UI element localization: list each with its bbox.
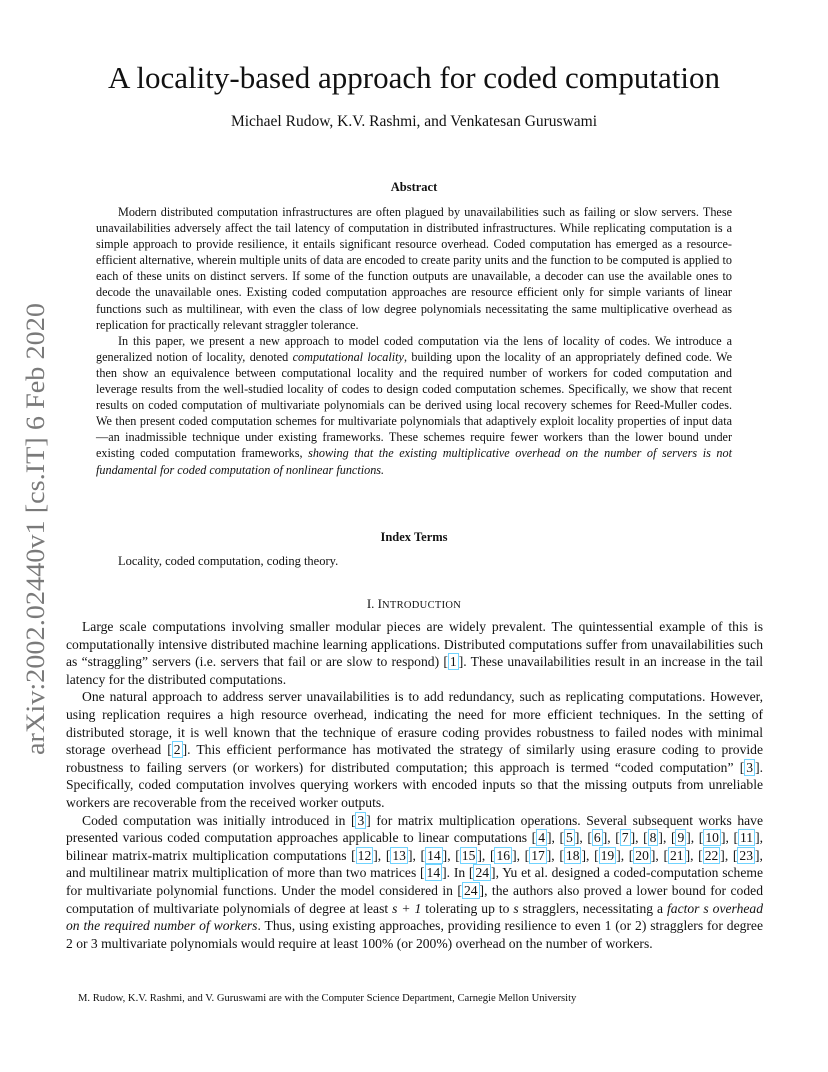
citation-link[interactable]: 3: [357, 812, 365, 828]
citation-link[interactable]: 6: [593, 830, 601, 846]
introduction-body: [66, 618, 763, 952]
math-degree: s + 1: [392, 900, 422, 916]
abstract-body: [96, 204, 732, 478]
math-stragglers: s: [513, 900, 519, 916]
citation-link[interactable]: 10: [705, 830, 719, 846]
abstract-paragraph-2: In this paper, we present a new approach to model coded computation via the lens of locality of codes. We introduce a generalized notion of locality, denoted computational locality, building upon the locality of an appropriately defined code. We then show an equivalence between computational locality and the required number of workers for coded computation and leverage results from the well-studied locality of codes to design coded computation schemes. Specifically, we show that recent results on coded computation of multivariate polynomials can be derived using local recovery schemes for Reed-Muller codes. We then present coded computation schemes for multivariate polynomials that adaptively exploit locality properties of input data—an inadmissible technique under existing frameworks. These schemes require fewer workers than the lower bound under existing coded computation frameworks, showing that the existing multiplicative overhead on the number of servers is not fundamental for coded computation of nonlinear functions.: [96, 333, 732, 477]
citation-link[interactable]: 3: [746, 759, 754, 775]
citation-link[interactable]: 9: [677, 830, 685, 846]
citation-link[interactable]: 4: [538, 830, 545, 846]
index-terms-heading: Index Terms: [380, 530, 448, 544]
citation-link[interactable]: 12: [357, 847, 372, 863]
citation-link[interactable]: 1: [449, 654, 457, 670]
citation-link[interactable]: 20: [635, 847, 649, 863]
computational-locality-term: computational locality: [292, 349, 404, 364]
abstract-paragraph-1: Modern distributed computation infrastructures are often plagued by unavailabilities such as failing or slow servers. These unavailabilities adversely affect the tail latency of computation in distributed infrastructures. While replicating computation is a simple approach to provide resilience, it entails significant resource overhead. Coded computation has emerged as a resource-efficient alternative, wherein multiple units of data are encoded to create parity units and the function to be computed is applied to each of these units on distinct servers. If some of the function outputs are unavailable, a decoder can use the available ones to decode the unavailable ones. Existing coded computation approaches are resource efficient only for simple variants of linear functions such as multilinear, with even the class of low degree polynomials necessitating the same multiplicative overhead as replication for practically relevant straggler tolerance.: [96, 205, 732, 332]
citation-link[interactable]: 2: [173, 742, 181, 758]
intro-paragraph-2: One natural approach to address server unavailabilities is to add redundancy, such as replicating computations. However, using replication requires a high resource overhead, indicating the need for more efficient techniques. In the setting of distributed storage, it is well known that the technique of erasure coding provides robustness to failed nodes with minimal storage overhead [ 2 ]. This efficient performance has motivated the strategy of similarly using erasure coding to provide robustness to failing servers (or workers) for distributed computation; this approach is termed “coded computation” [ 3 ]. Specifically, coded computation involves querying workers with encoded inputs so that the missing outputs from unreliable workers are recoverable from the received worker outputs.: [66, 689, 763, 810]
overhead-emphasis: factor s overhead on the required number of workers: [66, 900, 764, 934]
intro-paragraph-3: Coded computation was initially introduced in [ 3 ] for matrix multiplication operations. Several subsequent works have presented various coded computation approaches applicable to linear computations [ 4 ], [ 5 ], [ 6 ], [ 7 ], [ 8 ], [ 9 ], [ 10 ], [ 11 ], bilinear matrix-matrix multiplication computations [ 12 ], [ 13 ], [ 14 ], [ 15 ], [ 16 ], [ 17 ], [ 18 ], [ 19 ], [ 20 ], [ 21 ], [ 22 ], [ 23 ], and multilinear matrix multiplication of more than two matrices [ 14 ]. In [ 24 ], Yu et al. designed a coded-computation scheme for multivariate polynomial functions. Under the model considered in [ 24 ], the authors also proved a lower bound for coded computation of multivariate polynomials of degree at least s + 1 tolerating up to s stragglers, necessitating a factor s overhead on the required number of workers. Thus, using existing approaches, providing resilience to even 1 (or 2) stragglers for degree 2 or 3 multivariate polynomials would require at least 100% (or 200%) overhead on the number of workers.: [66, 812, 764, 951]
index-terms-text: Locality, coded computation, coding theory.: [118, 554, 339, 568]
paper-title: A locality-based approach for coded computation: [107, 60, 721, 95]
citation-link[interactable]: 16: [496, 847, 511, 863]
citation-link[interactable]: 7: [621, 830, 629, 846]
citation-link[interactable]: 22: [704, 847, 719, 863]
citation-link[interactable]: 21: [670, 847, 684, 863]
citation-link[interactable]: 24: [463, 882, 478, 898]
arxiv-id-text: arXiv:2002.02440v1 [cs.IT] 6 Feb 2020: [21, 339, 50, 755]
citation-link[interactable]: 19: [600, 847, 615, 863]
citation-link[interactable]: 13: [392, 847, 406, 863]
citation-link[interactable]: 23: [739, 847, 753, 863]
citation-link[interactable]: 11: [740, 830, 754, 846]
citation-link[interactable]: 8: [649, 830, 657, 846]
citation-link[interactable]: 17: [531, 847, 545, 863]
citation-link[interactable]: 14: [426, 865, 441, 881]
citation-link[interactable]: 18: [565, 847, 580, 863]
author-list: Michael Rudow, K.V. Rashmi, and Venkatesan Guruswami: [230, 113, 598, 130]
abstract-heading: Abstract: [390, 180, 438, 194]
citation-link[interactable]: 24: [475, 865, 490, 881]
intro-paragraph-1: Large scale computations involving smaller modular pieces are widely prevalent. The quintessential example of this is computationally intensive distributed machine learning applications. Distributed computations suffer from unavailabilities such as “straggling” servers (i.e. servers that fail or are slow to respond) [ 1 ]. These unavailabilities result in an increase in the tail latency for the distributed computations.: [66, 619, 764, 687]
author-affiliation-footnote: M. Rudow, K.V. Rashmi, and V. Guruswami are with the Computer Science Department, Carnegie Mellon University: [78, 993, 577, 1004]
citation-link[interactable]: 14: [427, 847, 441, 863]
citation-link[interactable]: 15: [461, 847, 476, 863]
section-heading-introduction: I. INTRODUCTION: [366, 596, 462, 611]
citation-link[interactable]: 5: [566, 830, 573, 846]
abstract-emphasis: showing that the existing multiplicative overhead on the number of servers is not fundamental for coded computation of nonlinear functions.: [96, 446, 732, 477]
